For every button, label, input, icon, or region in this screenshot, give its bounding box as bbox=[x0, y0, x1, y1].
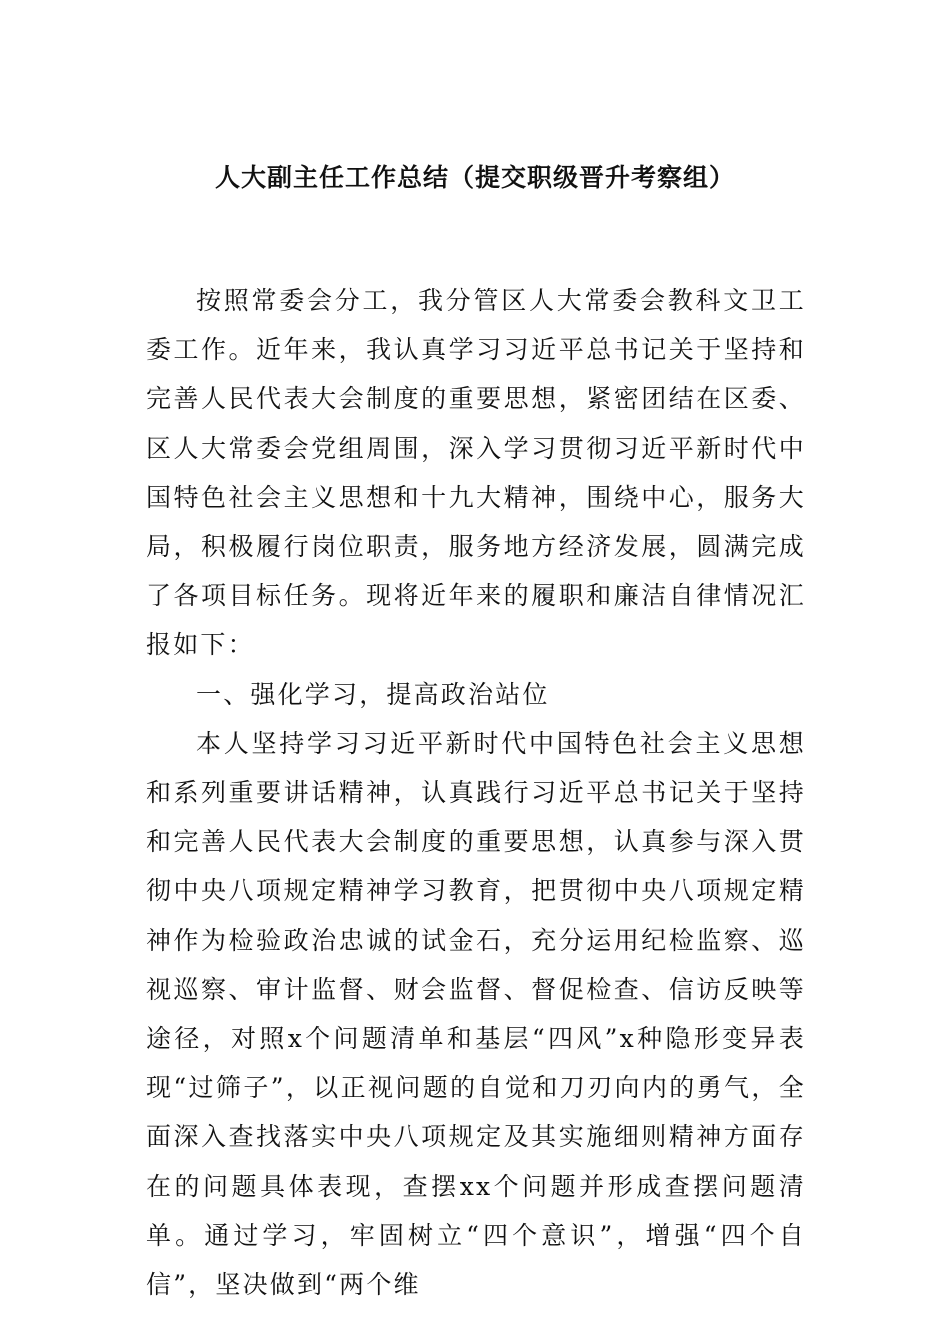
section-heading: 一、强化学习，提高政治站位 bbox=[196, 679, 550, 709]
document-body bbox=[146, 276, 806, 1309]
document-title: 人大副主任工作总结（提交职级晋升考察组） bbox=[214, 163, 735, 192]
section-paragraph: 本人坚持学习习近平新时代中国特色社会主义思想和系列重要讲话精神，认真践行习近平总书记关于坚持和完善人民代表大会制度的重要思想，认真参与深入贯彻中央八项规定精神学习教育，把贯彻中央八项规定精神作为检验政治忠诚的试金石，充分运用纪检监察、巡视巡察、审计监督、财会监督、督促检查、信访反映等途径，对照x个问题清单和基层“四风”x种隐形变异表现“过筛子”，以正视问题的自觉和刀刃向内的勇气，全面深入查找落实中央八项规定及其实施细则精神方面存在的问题具体表现，查摆xx个问题并形成查摆问题清单。通过学习，牢固树立“四个意识”，增强“四个自信”，坚决做到“两个维 bbox=[146, 728, 806, 1300]
intro-paragraph: 按照常委会分工，我分管区人大常委会教科文卫工委工作。近年来，我认真学习习近平总书记关于坚持和完善人民代表大会制度的重要思想，紧密团结在区委、区人大常委会党组周围，深入学习贯彻习近平新时代中国特色社会主义思想和十九大精神，围绕中心，服务大局，积极履行岗位职责，服务地方经济发展，圆满完成了各项目标任务。现将近年来的履职和廉洁自律情况汇报如下： bbox=[146, 286, 806, 660]
